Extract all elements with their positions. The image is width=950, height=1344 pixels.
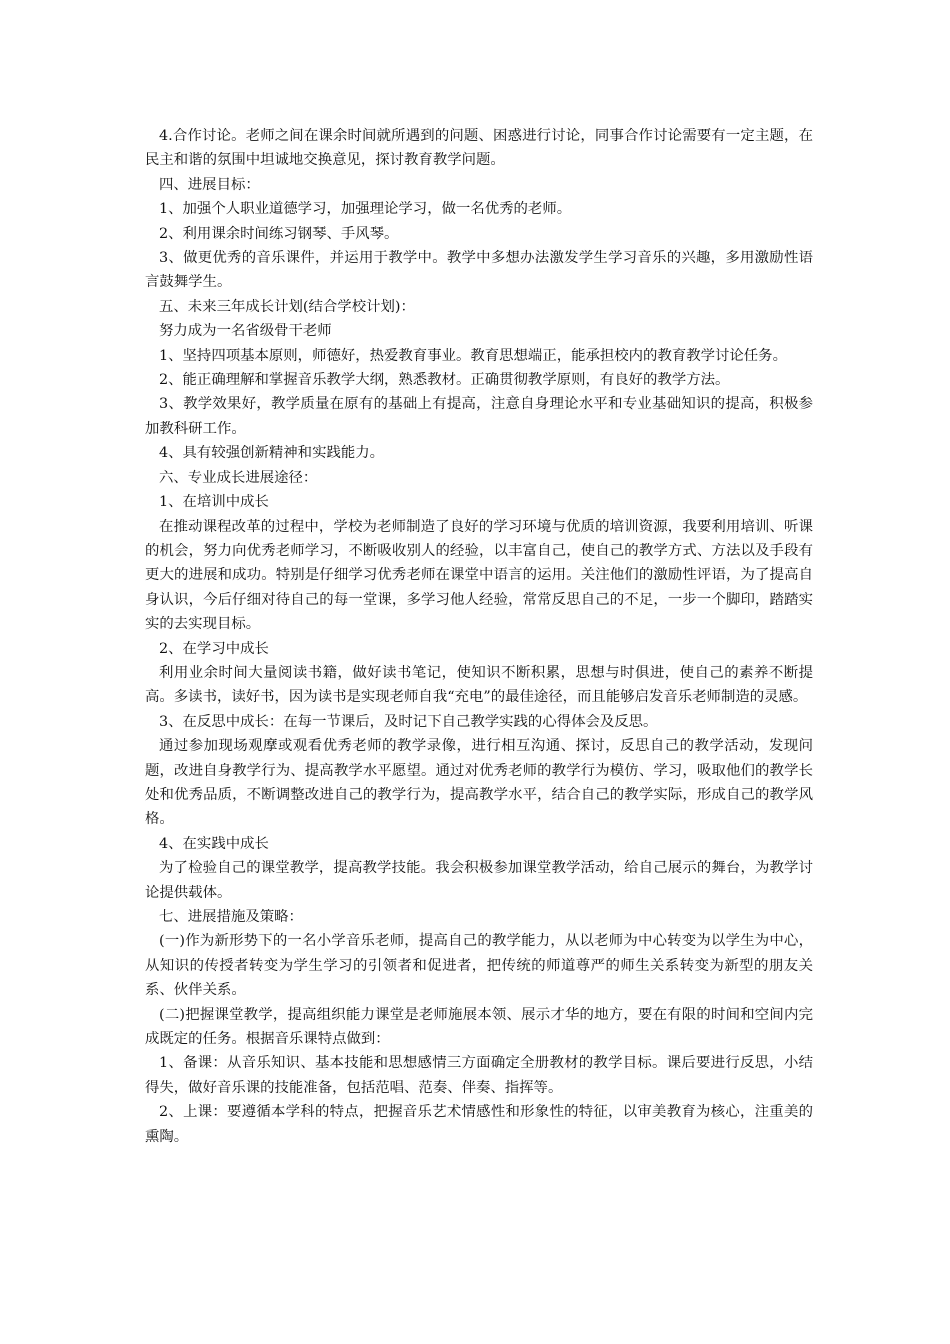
list-item: 2、利用课余时间练习钢琴、手风琴。 <box>159 225 399 242</box>
paragraph: 通过参加现场观摩或观看优秀老师的教学录像，进行相互沟通、探讨，反思自己的教学活动，发现问题，改进自身教学行为、提高教学水平愿望。通过对优秀老师的教学行为模仿、学习，吸取他们的教学长处和优秀品质，不断调整改进自己的教学行为，提高教学水平，结合自己的教学实际，形成自己的教学风格。 <box>145 738 813 828</box>
subheading: 1、在培训中成长 <box>159 494 269 511</box>
section-heading: 六、专业成长进展途径： <box>159 469 318 486</box>
section-heading: 七、进展措施及策略： <box>159 909 303 925</box>
paragraph: (二)把握课堂教学，提高组织能力课堂是老师施展本领、展示才华的地方，要在有限的时间和空间内完成既定的任务。根据音乐课特点做到： <box>145 1006 813 1048</box>
list-item: 1、加强个人职业道德学习，加强理论学习，做一名优秀的老师。 <box>159 201 572 218</box>
subheading: 2、在学习中成长 <box>159 640 269 657</box>
paragraph: 努力成为一名省级骨干老师 <box>159 323 332 340</box>
paragraph: 在推动课程改革的过程中，学校为老师制造了良好的学习环境与优质的培训资源，我要利用培训、听课的机会，努力向优秀老师学习，不断吸收别人的经验，以丰富自己，使自己的教学方式、方法以及手段有更大的进展和成功。特别是仔细学习优秀老师在课堂中语言的运用。关注他们的激励性评语，为了提高自身认识，今后仔细对待自己的每一堂课，多学习他人经验，常常反思自己的不足，一步一个脚印，踏踏实实的去实现目标。 <box>145 518 813 633</box>
subheading: 4、在实践中成长 <box>159 835 269 852</box>
list-item: 1、备课：从音乐知识、基本技能和思想感情三方面确定全册教材的教学目标。课后要进行反思，小结得失，做好音乐课的技能准备，包括范唱、范奏、伴奏、指挥等。 <box>145 1055 813 1096</box>
list-item: 4、具有较强创新精神和实践能力。 <box>159 445 385 462</box>
list-item: 3、教学效果好，教学质量在原有的基础上有提高，注意自身理论水平和专业基础知识的提高，积极参加教科研工作。 <box>145 396 813 437</box>
list-item: 1、坚持四项基本原则，师德好，热爱教育事业。教育思想端正，能承担校内的教育教学讨论任务。 <box>159 347 787 364</box>
list-item: 2、上课：要遵循本学科的特点，把握音乐艺术情感性和形象性的特征，以审美教育为核心，注重美的熏陶。 <box>145 1104 813 1145</box>
list-item: 3、做更优秀的音乐课件，并运用于教学中。教学中多想办法激发学生学习音乐的兴趣，多用激励性语言鼓舞学生。 <box>145 250 813 291</box>
section-heading: 四、进展目标： <box>159 176 260 193</box>
document-page <box>145 124 813 1149</box>
paragraph: (一)作为新形势下的一名小学音乐老师，提高自己的教学能力，从以老师为中心转变为以学生为中心，从知识的传授者转变为学生学习的引领者和促进者，把传统的师道尊严的师生关系转变为新型的朋友关系、伙伴关系。 <box>145 933 813 999</box>
paragraph: 利用业余时间大量阅读书籍，做好读书笔记，使知识不断积累，思想与时俱进，使自己的素养不断提高。多读书，读好书，因为读书是实现老师自我“充电”的最佳途径，而且能够启发音乐老师制造的灵感。 <box>145 664 813 706</box>
list-item: 2、能正确理解和掌握音乐教学大纲，熟悉教材。正确贯彻教学原则，有良好的教学方法。 <box>159 372 730 389</box>
paragraph: 为了检验自己的课堂教学，提高教学技能。我会积极参加课堂教学活动，给自己展示的舞台，为教学讨论提供载体。 <box>145 860 813 901</box>
paragraph: 4.合作讨论。老师之间在课余时间就所遇到的问题、困惑进行讨论，同事合作讨论需要有一定主题，在民主和谐的氛围中坦诚地交换意见，探讨教育教学问题。 <box>145 128 813 169</box>
subheading: 3、在反思中成长：在每一节课后，及时记下自己教学实践的心得体会及反思。 <box>159 713 658 730</box>
section-heading: 五、未来三年成长计划(结合学校计划)： <box>159 298 415 315</box>
